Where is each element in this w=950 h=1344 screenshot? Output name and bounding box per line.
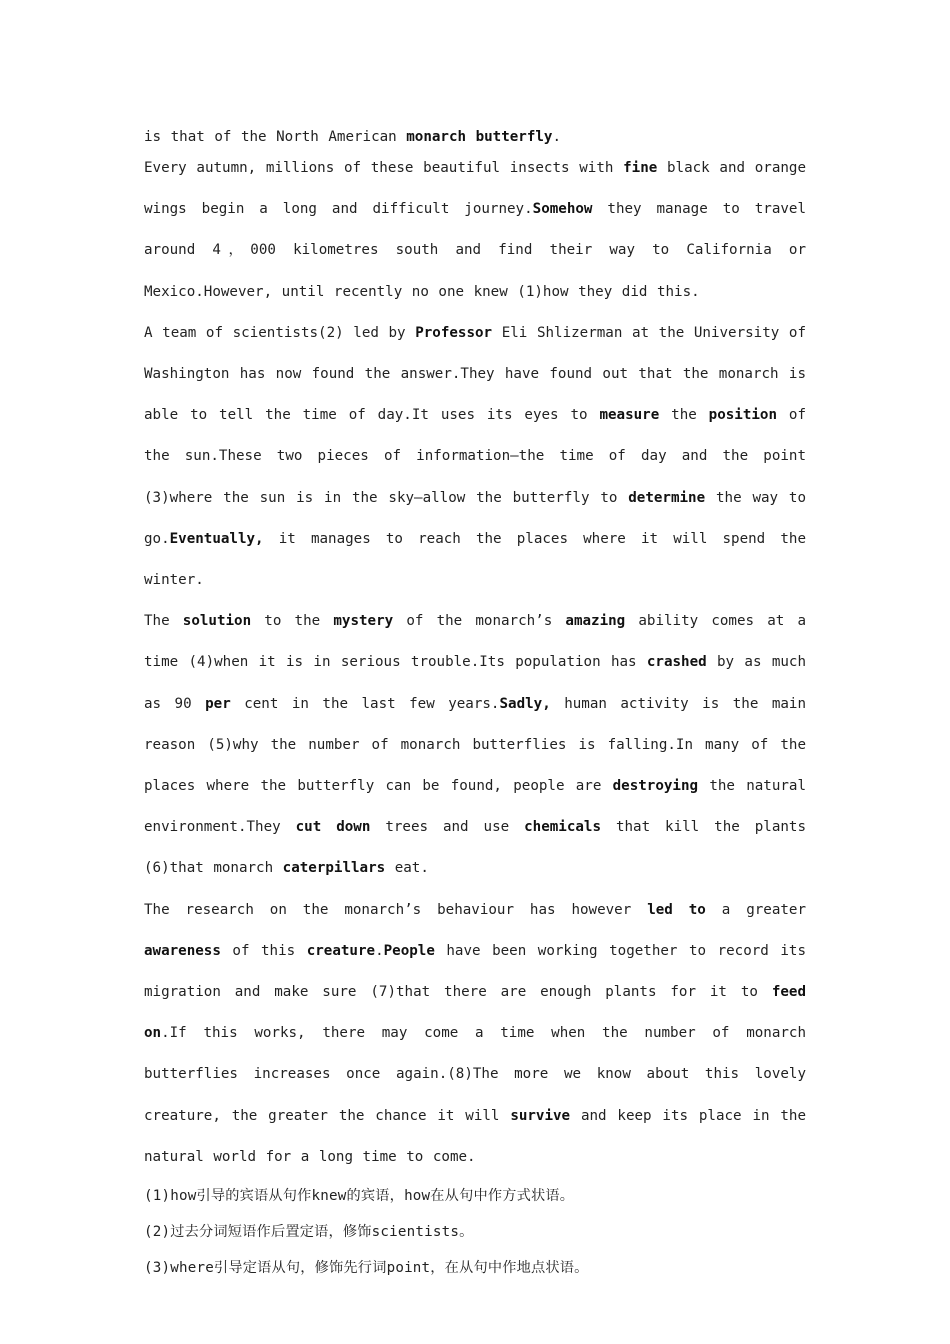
paragraph-4 (144, 601, 806, 889)
text-run: they manage to travel around 4，000 kilometres south and find their way to California or Mexico.However, until recently no one knew (1)how they did this. (144, 201, 806, 300)
paragraph-3 (144, 313, 806, 601)
text-run: A team of scientists(2) led by (144, 324, 416, 341)
text-run: ability comes at a time (4)when it is in serious trouble.Its population has (144, 613, 806, 671)
text-run: The (144, 613, 183, 630)
text-run: have been working together to record its migration and make sure (7)that there are enough plants for it to (144, 942, 806, 1001)
bold-term: awareness (144, 942, 221, 959)
bold-term: Sadly, (499, 695, 551, 712)
bold-term: amazing (565, 613, 626, 630)
bold-term: caterpillars (282, 860, 386, 877)
bold-term: feed on (144, 984, 806, 1042)
bold-term: People (383, 942, 435, 959)
note-2: (2)过去分词短语作后置定语，修饰scientists。 (144, 1224, 474, 1241)
bold-term: survive (510, 1107, 571, 1124)
bold-term: destroying (612, 778, 699, 795)
bold-term: mystery (333, 613, 394, 630)
text-run: by as much as 90 (144, 654, 806, 712)
text-run: cent in the last few years. (230, 695, 500, 712)
text-run: to the (251, 613, 334, 630)
note-1: (1)how引导的宾语从句作knew的宾语，how在从句中作方式状语。 (144, 1188, 575, 1205)
text-run: trees and use (370, 819, 525, 836)
text-run: . (375, 942, 384, 959)
paragraph-2 (144, 148, 806, 313)
bold-term: cut down (295, 819, 371, 836)
bold-term: fine (623, 160, 658, 176)
text-run: Every autumn, millions of these beautiful insects with (144, 160, 624, 176)
text-run: of this (220, 942, 307, 959)
text-run: the (659, 407, 709, 424)
bold-term: determine (628, 489, 706, 506)
text-run: of the sun.These two pieces of information—the time of day and the point (3)where the sun is in the sky—allow the butterfly to (144, 407, 806, 506)
text-run: a greater (705, 901, 806, 918)
text-run: human activity is the main reason (5)why the number of monarch butterflies is falling.In many of the places where the butterfly can be found, people are (144, 695, 807, 795)
document-page (144, 124, 806, 1286)
text-run: and keep its place in the natural world for a long time to come. (144, 1107, 806, 1165)
text-run: the way to go. (144, 489, 806, 547)
bold-term: monarch butterfly (406, 129, 553, 145)
bold-term: crashed (646, 654, 707, 671)
bold-term: Professor (415, 324, 493, 341)
text-run: the natural environment.They (144, 778, 806, 836)
text-run: that kill the plants (6)that monarch (144, 819, 806, 877)
text-run: Eli Shlizerman at the University of Washington has now found the answer.They have found out that the monarch is able to tell the time of day.It uses its eyes to (144, 324, 807, 424)
note-3: (3)where引导定语从句，修饰先行词point，在从句中作地点状语。 (144, 1260, 589, 1277)
bold-term: per (205, 695, 231, 712)
text-run: of the monarch’s (393, 613, 566, 630)
bold-term: position (708, 407, 778, 424)
text-run: The research on the monarch’s behaviour has however (144, 901, 648, 918)
paragraph-5 (144, 890, 806, 1178)
bold-term: creature (306, 942, 376, 959)
bold-term: solution (182, 613, 252, 630)
text-run: it manages to reach the places where it will spend the winter. (144, 530, 806, 589)
bold-term: measure (599, 407, 660, 424)
bold-term: Eventually, (169, 530, 264, 547)
text-run: black and orange wings begin a long and difficult journey. (144, 160, 806, 218)
bold-term: chemicals (524, 819, 601, 836)
text-run: is that of the North American (144, 129, 407, 145)
text-run: .If this works, there may come a time when the number of monarch butterflies increases once again.(8)The more we know about this lovely creature, the greater the chance it will (144, 1025, 806, 1124)
text-run: . (552, 129, 562, 145)
bold-term: Somehow (532, 201, 593, 218)
text-run: eat. (385, 860, 429, 877)
paragraph-1 (144, 124, 806, 150)
bold-term: led to (647, 901, 706, 918)
